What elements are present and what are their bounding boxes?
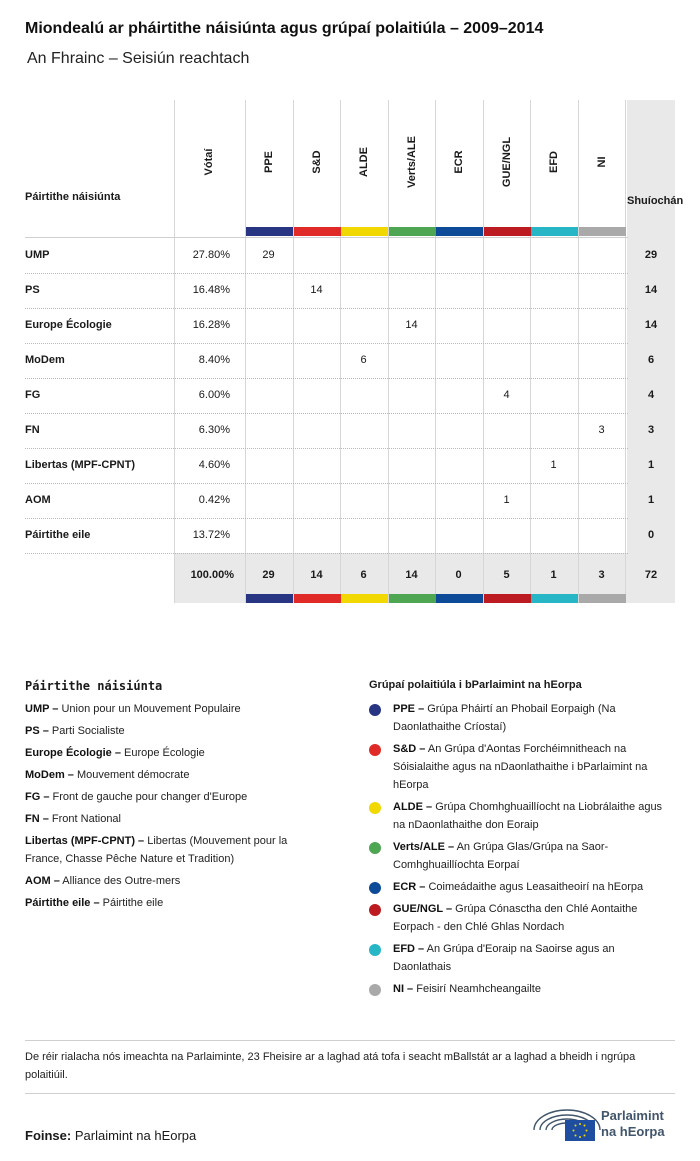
total-seat-cell: 0 xyxy=(455,569,462,581)
seat-total: 29 xyxy=(644,249,658,261)
seat-cell: 14 xyxy=(310,284,323,296)
party-row-label: Europe Écologie xyxy=(25,319,112,331)
seats-table xyxy=(25,100,684,605)
seat-total: 4 xyxy=(647,389,655,401)
total-seat-cell: 14 xyxy=(310,569,323,581)
column-divider xyxy=(174,100,175,603)
vote-share: 8.40% xyxy=(198,354,230,366)
seat-cell: 1 xyxy=(503,494,510,506)
legend-party-item: PS – Parti Socialiste xyxy=(25,725,125,737)
seats-column-bg xyxy=(627,100,684,603)
group-color-bar xyxy=(436,227,483,236)
total-votes: 100.00% xyxy=(190,569,234,581)
party-row-label: AOM xyxy=(25,494,51,506)
legend-group-item: GUE/NGL – Grúpa Cónasctha den Chlé Aontaithe Eorpach - den Chlé Ghlas Nordach xyxy=(393,903,638,933)
legend-group-item: PPE – Grúpa Pháirtí an Phobail Eorpaigh (Na Daonlathaithe Críostaí) xyxy=(393,703,616,733)
row-divider xyxy=(25,343,628,344)
total-seat-cell: 3 xyxy=(598,569,605,581)
legend-group-item: Verts/ALE – An Grúpa Glas/Grúpa na Saor-Comhghuaillíochta Eorpaí xyxy=(393,841,609,871)
seat-cell: 1 xyxy=(550,459,557,471)
group-color-bar xyxy=(531,227,578,236)
seat-total: 14 xyxy=(644,319,658,331)
footnote: De réir rialacha nós imeachta na Parlaiminte, 23 Fheisire ar a laghad atá tofa i seacht mBallstát ar a laghad a bheidh i ngrúpa polaitiúil. xyxy=(25,1051,636,1081)
total-seat-cell: 29 xyxy=(262,569,275,581)
vote-share: 16.48% xyxy=(192,284,230,296)
seat-total: 1 xyxy=(647,494,655,506)
party-row-label: UMP xyxy=(25,249,50,261)
group-color-dot xyxy=(369,704,381,716)
total-seat-cell: 14 xyxy=(405,569,418,581)
group-color-dot xyxy=(369,882,381,894)
page-title: Miondealú ar pháirtithe náisiúnta agus grúpaí polaitiúla – 2009–2014 xyxy=(25,20,544,37)
group-color-dot xyxy=(369,984,381,996)
group-color-bar xyxy=(341,227,388,236)
group-color-bar xyxy=(294,594,341,603)
seat-total: 1 xyxy=(647,459,655,471)
vote-share: 16.28% xyxy=(192,319,230,331)
group-header-guengl: GUE/NGL xyxy=(501,136,513,188)
legend-party-item: UMP – Union pour un Mouvement Populaire xyxy=(25,703,241,715)
row-divider xyxy=(25,273,628,274)
group-color-bar xyxy=(484,594,531,603)
legend-party-item: MoDem – Mouvement démocrate xyxy=(25,769,190,781)
seat-total: 3 xyxy=(647,424,655,436)
group-header-ecr: ECR xyxy=(453,150,465,174)
group-color-bar xyxy=(484,227,531,236)
legend-group-item: ECR – Coimeádaithe agus Leasaitheoirí na hEorpa xyxy=(393,881,644,893)
legend-party-item: Libertas (MPF-CPNT) – Libertas (Mouvement pour la France, Chasse Pêche Nature et Tradition) xyxy=(25,835,288,865)
page-subtitle: An Fhrainc – Seisiún reachtach xyxy=(27,50,250,67)
group-header-vertsale: Verts/ALE xyxy=(406,136,418,188)
row-divider xyxy=(25,413,628,414)
row-divider xyxy=(25,308,628,309)
group-color-bar xyxy=(294,227,341,236)
group-color-dot xyxy=(369,842,381,854)
group-color-bar xyxy=(531,594,578,603)
row-divider xyxy=(25,518,628,519)
group-color-bar xyxy=(436,594,483,603)
divider xyxy=(25,1093,675,1094)
total-seat-cell: 5 xyxy=(503,569,510,581)
group-color-bar xyxy=(579,227,626,236)
row-divider xyxy=(25,483,628,484)
group-color-dot xyxy=(369,802,381,814)
divider xyxy=(25,1040,675,1041)
row-divider xyxy=(25,378,628,379)
row-divider xyxy=(25,553,628,554)
group-color-bar xyxy=(341,594,388,603)
seat-total: 6 xyxy=(647,354,655,366)
total-seats: 72 xyxy=(644,569,658,581)
legend-party-item: Páirtithe eile – Páirtithe eile xyxy=(25,897,164,909)
legend-parties-title: Páirtithe náisiúnta xyxy=(25,679,163,693)
party-row-label: PS xyxy=(25,284,40,296)
source-value: Parlaimint na hEorpa xyxy=(74,1128,197,1143)
total-seat-cell: 6 xyxy=(360,569,367,581)
group-header-alde: ALDE xyxy=(358,147,370,177)
party-column-header: Páirtithe náisiúnta xyxy=(25,191,121,203)
seat-cell: 6 xyxy=(360,354,367,366)
vote-share: 0.42% xyxy=(198,494,230,506)
vote-share: 27.80% xyxy=(192,249,230,261)
group-color-bar xyxy=(246,594,293,603)
legend-group-item: NI – Feisirí Neamhcheangailte xyxy=(393,983,541,995)
seat-cell: 4 xyxy=(503,389,510,401)
total-seat-cell: 1 xyxy=(550,569,557,581)
seat-cell: 29 xyxy=(262,249,275,261)
seats-column-header: Shuíochán xyxy=(627,195,684,207)
party-row-label: MoDem xyxy=(25,354,65,366)
seat-total: 14 xyxy=(644,284,658,296)
seat-cell: 3 xyxy=(598,424,605,436)
group-color-bar xyxy=(389,227,436,236)
seat-total: 0 xyxy=(647,529,655,541)
row-divider xyxy=(25,448,628,449)
legend-party-item: AOM – Alliance des Outre-mers xyxy=(25,875,181,887)
group-color-dot xyxy=(369,904,381,916)
group-header-efd: EFD xyxy=(548,151,560,173)
legend-party-item: FG – Front de gauche pour changer d'Europe xyxy=(25,791,248,803)
party-row-label: Libertas (MPF-CPNT) xyxy=(25,459,135,471)
legend-group-item: EFD – An Grúpa d'Eoraip na Saoirse agus an Daonlathais xyxy=(393,943,615,973)
party-row-label: Páirtithe eile xyxy=(25,529,91,541)
group-color-dot xyxy=(369,744,381,756)
group-header-ppe: PPE xyxy=(263,150,275,174)
legend-party-item: FN – Front National xyxy=(25,813,121,825)
group-color-bar xyxy=(389,594,436,603)
vote-share: 4.60% xyxy=(198,459,230,471)
party-row-label: FN xyxy=(25,424,40,436)
logo-text: Parlaimint na hEorpa xyxy=(601,1108,665,1139)
votes-column-header: Vótaí xyxy=(203,148,215,176)
group-header-sd: S&D xyxy=(311,150,323,174)
legend-party-item: Europe Écologie – Europe Écologie xyxy=(25,747,205,759)
vote-share: 6.00% xyxy=(198,389,230,401)
group-color-bar xyxy=(246,227,293,236)
seat-cell: 14 xyxy=(405,319,418,331)
vote-share: 6.30% xyxy=(198,424,230,436)
group-color-dot xyxy=(369,944,381,956)
group-header-ni: NI xyxy=(596,156,608,168)
legend-group-item: ALDE – Grúpa Chomhghuaillíocht na Liobrálaithe agus na nDaonlathaithe don Eoraip xyxy=(393,801,663,831)
legend-groups-title: Grúpaí polaitiúla i bParlaimint na hEorpa xyxy=(369,679,582,691)
group-color-bar xyxy=(579,594,626,603)
source-label: Foinse: xyxy=(25,1128,72,1143)
row-divider xyxy=(25,237,628,238)
legend-group-item: S&D – An Grúpa d'Aontas Forchéimnitheach na Sóisialaithe agus na nDaonlathaithe i bParlaimint na hEorpa xyxy=(393,743,648,791)
party-row-label: FG xyxy=(25,389,41,401)
source xyxy=(25,1128,196,1143)
vote-share: 13.72% xyxy=(192,529,230,541)
